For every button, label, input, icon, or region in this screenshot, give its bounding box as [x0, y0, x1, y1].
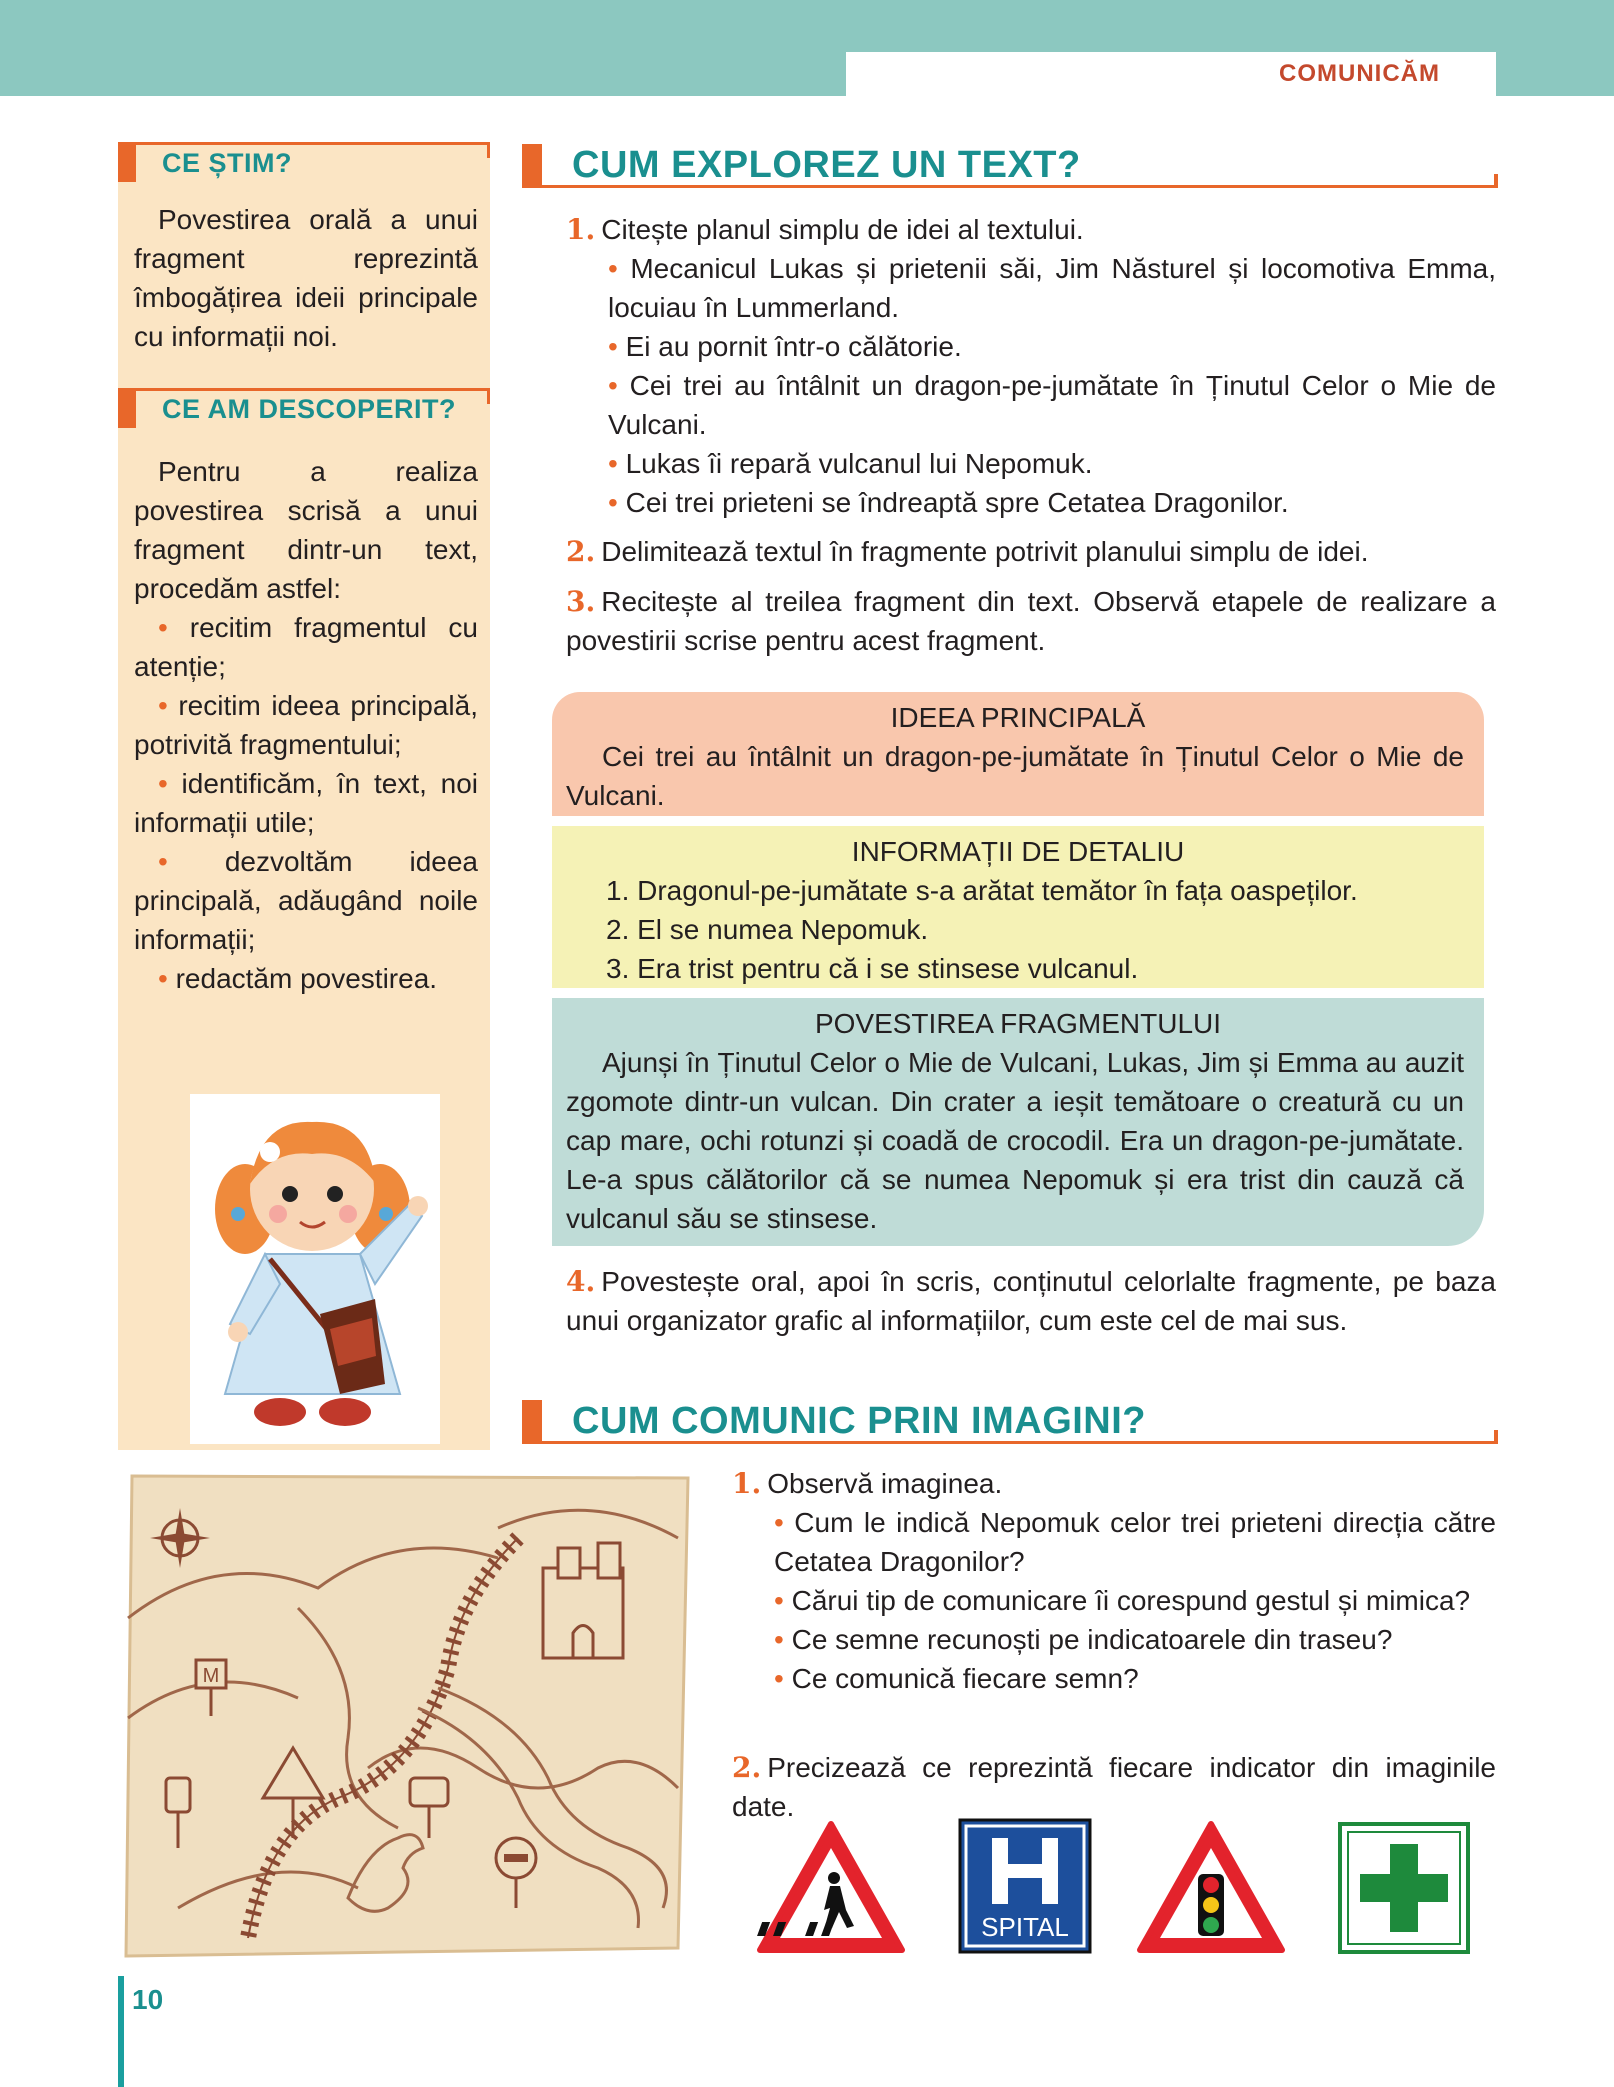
plan-item: • Mecanicul Lukas și prietenii săi, Jim Năsturel și locomotiva Emma, locuiau în Lummerland.	[608, 253, 1496, 323]
discover-title: CE AM DESCOPERIT?	[162, 394, 457, 424]
exercise-3: 3. Recitește al treilea fragment din text. Observă etapele de realizare a povestirii scrise pentru acest fragment.	[566, 585, 1496, 656]
know-text: Povestirea orală a unui fragment reprezintă îmbogățirea ideii principale cu informații noi.	[134, 204, 478, 352]
plan-item: • Cei trei au întâlnit un dragon-pe-jumătate în Ținutul Celor o Mie de Vulcani.	[608, 370, 1496, 440]
question-item: • Cărui tip de comunicare îi corespund gestul și mimica?	[774, 1585, 1471, 1616]
story-text: Ajunși în Ținutul Celor o Mie de Vulcani, Lukas, Jim și Emma au auzit zgomote dintr-un vulcan. Din crater a ieșit temătoare o creatură cu un cap mare, ochi rotunzi și coadă de crocodil. Era un dragon-pe-jumătate. Le-a spus călătorilor că se numea Nepomuk și era trist din cauză că vulcanul său se stinsese.	[566, 1047, 1464, 1234]
step-item: • recitim fragmentul cu atenție;	[134, 612, 478, 682]
exercise-2: 2. Delimitează textul în fragmente potrivit planului simplu de idei.	[566, 535, 1369, 568]
story-title: POVESTIREA FRAGMENTULUI	[814, 1008, 1222, 1039]
detail-item: 2. El se numea Nepomuk.	[606, 914, 929, 945]
page-number: 10	[132, 1984, 164, 2015]
plan-item: • Lukas îi repară vulcanul lui Nepomuk.	[608, 448, 1093, 479]
hospital-sign-icon	[958, 1818, 1092, 1954]
story-box	[552, 998, 1484, 1246]
question-item: • Ce comunică fiecare semn?	[774, 1663, 1139, 1694]
first-aid-sign-icon	[1338, 1822, 1470, 1954]
explore-title: CUM EXPLOREZ UN TEXT?	[572, 144, 1081, 186]
images-exercise-1: 1. Observă imaginea. • Cum le indică Nepomuk celor trei prieteni direcția către Cetatea Dragonilor? • Cărui tip de comunicare îi corespund gestul și mimica? • Ce semne recunoști pe indicatoarele din traseu? • Ce comunică fiecare semn?	[732, 1464, 1496, 1698]
page-margin-bar	[118, 1976, 124, 2087]
main-idea-box	[552, 692, 1484, 816]
know-title: CE ȘTIM?	[162, 148, 292, 178]
details-title: INFORMAȚII DE DETALIU	[851, 836, 1185, 867]
question-item: • Ce semne recunoști pe indicatoarele din traseu?	[774, 1624, 1393, 1655]
step-item: • identificăm, în text, noi informații utile;	[134, 768, 478, 838]
discover-intro: Pentru a realiza povestirea scrisă a unui fragment dintr-un text, procedăm astfel:	[134, 456, 478, 604]
main-idea-text: Cei trei au întâlnit un dragon-pe-jumătate în Ținutul Celor o Mie de Vulcani.	[566, 741, 1464, 811]
traffic-light-sign-icon	[1134, 1818, 1288, 1958]
doll-illustration	[190, 1094, 440, 1444]
plan-item: • Cei trei prieteni se îndreaptă spre Cetatea Dragonilor.	[608, 487, 1289, 518]
detail-item: 1. Dragonul-pe-jumătate s-a arătat temător în fața oaspeților.	[606, 875, 1358, 906]
exercise-4: 4. Povestește oral, apoi în scris, conținutul celorlalte fragmente, pe baza unui organizator grafic al informațiilor, cum este cel de mai sus.	[566, 1265, 1496, 1336]
discover-heading	[118, 388, 490, 428]
images-exercise-2: 2. Precizează ce reprezintă fiecare indicator din imaginile date.	[732, 1751, 1496, 1822]
step-item: • recitim ideea principală, potrivită fragmentului;	[134, 690, 478, 760]
section-label: COMUNICĂM	[1279, 60, 1440, 87]
exercise-1: 1. Citește planul simplu de idei al textului. • Mecanicul Lukas și prietenii săi, Jim Năsturel și locomotiva Emma, locuiau în Lummerland. • Ei au pornit într-o călătorie. • Cei trei au întâlnit un dragon-pe-jumătate în Ținutul Celor o Mie de Vulcani. • Lukas îi repară vulcanul lui Nepomuk. • Cei trei prieteni se îndreaptă spre Cetatea Dragonilor.	[566, 210, 1496, 522]
main-idea-title: IDEEA PRINCIPALĂ	[890, 702, 1146, 733]
explore-heading	[522, 144, 1498, 188]
hospital-sign-text: SPITAL	[981, 1912, 1069, 1942]
images-heading	[522, 1400, 1498, 1444]
detail-item: 3. Era trist pentru că i se stinsese vulcanul.	[606, 953, 1139, 984]
details-box	[552, 826, 1484, 988]
map-sign-letter: M	[202, 1665, 220, 1687]
images-title: CUM COMUNIC PRIN IMAGINI?	[572, 1400, 1147, 1442]
question-item: • Cum le indică Nepomuk celor trei prieteni direcția către Cetatea Dragonilor?	[774, 1507, 1496, 1577]
treasure-map	[118, 1468, 696, 1964]
step-item: • dezvoltăm ideea principală, adăugând noile informații;	[134, 846, 478, 955]
discover-text	[134, 452, 478, 998]
know-heading	[118, 142, 490, 182]
pedestrian-crossing-sign-icon	[754, 1818, 908, 1958]
step-item: • redactăm povestirea.	[158, 963, 438, 994]
section-tab	[846, 52, 1496, 96]
plan-item: • Ei au pornit într-o călătorie.	[608, 331, 962, 362]
